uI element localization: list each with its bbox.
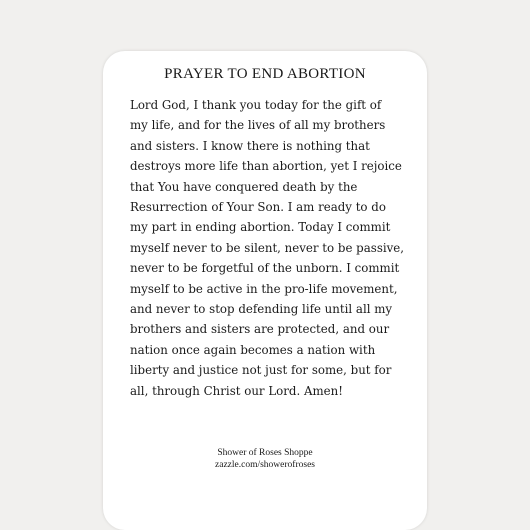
prayer-line: that You have conquered death by the [130,179,358,194]
card-footer [103,447,427,471]
prayer-line: all, through Christ our Lord. Amen! [130,383,343,398]
card-title: PRAYER TO END ABORTION [164,66,366,82]
prayer-text [130,95,404,401]
shop-name: Shower of Roses Shoppe [217,448,313,458]
prayer-card [103,51,427,530]
prayer-line: myself to be active in the pro-life movement, [130,281,398,296]
prayer-line: and never to stop defending life until all my [130,302,393,317]
prayer-line: brothers and sisters are protected, and our [130,322,390,337]
prayer-line: nation once again becomes a nation with [130,342,376,357]
prayer-line: myself never to be silent, never to be passive, [130,240,405,255]
prayer-line: never to be forgetful of the unborn. I commit [130,261,400,276]
prayer-line: destroys more life than abortion, yet I rejoice [130,159,402,174]
prayer-line: liberty and justice not just for some, but for [130,363,392,378]
prayer-line: Resurrection of Your Son. I am ready to do [130,200,386,215]
prayer-line: and sisters. I know there is nothing that [130,138,370,153]
prayer-line: my part in ending abortion. Today I commit [130,220,391,235]
prayer-line: Lord God, I thank you today for the gift of [130,98,382,112]
shop-url: zazzle.com/showerofroses [215,460,315,470]
prayer-line: my life, and for the lives of all my brothers [130,118,386,133]
